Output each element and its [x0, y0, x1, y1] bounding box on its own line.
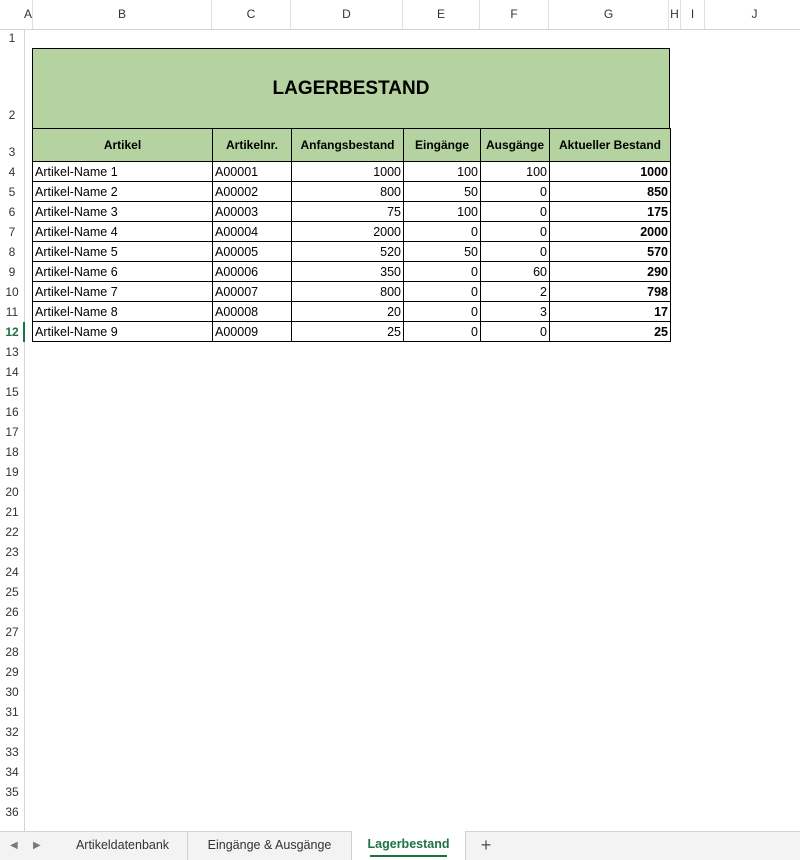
- column-header-e[interactable]: E: [403, 0, 480, 29]
- row-headers: [0, 29, 25, 831]
- row-header-4[interactable]: 4: [8, 165, 16, 179]
- row-header-36[interactable]: 36: [5, 805, 19, 819]
- row-header-32[interactable]: 32: [5, 725, 19, 739]
- cell-artikelnr[interactable]: A00009: [213, 322, 292, 342]
- cell-eingaenge[interactable]: 0: [404, 282, 481, 302]
- cell-eingaenge[interactable]: 0: [404, 262, 481, 282]
- cell-ausgaenge[interactable]: 0: [481, 182, 550, 202]
- row-header-30[interactable]: 30: [5, 685, 19, 699]
- cell-aktueller-bestand[interactable]: 570: [550, 242, 671, 262]
- row-header-21[interactable]: 21: [5, 505, 19, 519]
- column-header-i[interactable]: I: [681, 0, 705, 29]
- cell-anfangsbestand[interactable]: 25: [292, 322, 404, 342]
- cell-anfangsbestand[interactable]: 800: [292, 182, 404, 202]
- row-header-3[interactable]: 3: [8, 145, 16, 159]
- row-header-35[interactable]: 35: [5, 785, 19, 799]
- table-row: [33, 242, 671, 262]
- header-aktueller-bestand[interactable]: Aktueller Bestand: [550, 129, 671, 162]
- tab-lagerbestand[interactable]: Lagerbestand: [352, 831, 466, 860]
- cell-artikelnr[interactable]: A00008: [213, 302, 292, 322]
- cell-aktueller-bestand[interactable]: 850: [550, 182, 671, 202]
- row-header-10[interactable]: 10: [5, 285, 19, 299]
- cell-aktueller-bestand[interactable]: 290: [550, 262, 671, 282]
- cell-artikelnr[interactable]: A00003: [213, 202, 292, 222]
- cell-eingaenge[interactable]: 50: [404, 242, 481, 262]
- cell-artikel[interactable]: Artikel-Name 4: [33, 222, 213, 242]
- cell-ausgaenge[interactable]: 60: [481, 262, 550, 282]
- cell-ausgaenge[interactable]: 0: [481, 242, 550, 262]
- row-header-13[interactable]: 13: [5, 345, 19, 359]
- cell-ausgaenge[interactable]: 100: [481, 162, 550, 182]
- column-headers: [0, 0, 800, 30]
- row-header-25[interactable]: 25: [5, 585, 19, 599]
- table-row: [33, 202, 671, 222]
- row-header-34[interactable]: 34: [5, 765, 19, 779]
- cell-aktueller-bestand[interactable]: 17: [550, 302, 671, 322]
- cell-artikel[interactable]: Artikel-Name 3: [33, 202, 213, 222]
- add-sheet-button[interactable]: +: [480, 835, 492, 855]
- table-row: [33, 182, 671, 202]
- column-header-f[interactable]: F: [480, 0, 549, 29]
- row-header-29[interactable]: 29: [5, 665, 19, 679]
- cell-eingaenge[interactable]: 50: [404, 182, 481, 202]
- cell-anfangsbestand[interactable]: 75: [292, 202, 404, 222]
- row-header-1[interactable]: 1: [8, 31, 16, 45]
- column-header-j[interactable]: J: [705, 0, 800, 29]
- cell-aktueller-bestand[interactable]: 175: [550, 202, 671, 222]
- row-header-9[interactable]: 9: [8, 265, 16, 279]
- cell-eingaenge[interactable]: 0: [404, 222, 481, 242]
- cell-anfangsbestand[interactable]: 1000: [292, 162, 404, 182]
- tab-artikeldatenbank[interactable]: Artikeldatenbank: [58, 832, 188, 860]
- row-header-16[interactable]: 16: [5, 405, 19, 419]
- cell-ausgaenge[interactable]: 3: [481, 302, 550, 322]
- row-header-14[interactable]: 14: [5, 365, 19, 379]
- cell-ausgaenge[interactable]: 2: [481, 282, 550, 302]
- table-row: [33, 322, 671, 342]
- row-header-6[interactable]: 6: [8, 205, 16, 219]
- row-header-33[interactable]: 33: [5, 745, 19, 759]
- row-header-17[interactable]: 17: [5, 425, 19, 439]
- table-row: [33, 222, 671, 242]
- cell-eingaenge[interactable]: 0: [404, 322, 481, 342]
- column-header-a[interactable]: A: [24, 0, 33, 29]
- cell-ausgaenge[interactable]: 0: [481, 202, 550, 222]
- cell-artikelnr[interactable]: A00004: [213, 222, 292, 242]
- cell-artikelnr[interactable]: A00005: [213, 242, 292, 262]
- cell-anfangsbestand[interactable]: 20: [292, 302, 404, 322]
- table-row: [33, 162, 671, 182]
- row-header-18[interactable]: 18: [5, 445, 19, 459]
- inventory-table: [32, 128, 671, 342]
- row-header-5[interactable]: 5: [8, 185, 16, 199]
- row-header-19[interactable]: 19: [5, 465, 19, 479]
- cell-artikel[interactable]: Artikel-Name 6: [33, 262, 213, 282]
- column-header-h[interactable]: H: [669, 0, 681, 29]
- cell-anfangsbestand[interactable]: 520: [292, 242, 404, 262]
- cell-artikel[interactable]: Artikel-Name 8: [33, 302, 213, 322]
- table-header-row: [33, 129, 671, 162]
- cell-eingaenge[interactable]: 0: [404, 302, 481, 322]
- row-header-22[interactable]: 22: [5, 525, 19, 539]
- cell-artikel[interactable]: Artikel-Name 2: [33, 182, 213, 202]
- row-header-7[interactable]: 7: [8, 225, 16, 239]
- cell-eingaenge[interactable]: 100: [404, 162, 481, 182]
- table-row: [33, 262, 671, 282]
- cell-aktueller-bestand[interactable]: 2000: [550, 222, 671, 242]
- row-header-12[interactable]: 12: [0, 322, 24, 342]
- cell-aktueller-bestand[interactable]: 1000: [550, 162, 671, 182]
- row-header-28[interactable]: 28: [5, 645, 19, 659]
- row-header-27[interactable]: 27: [5, 625, 19, 639]
- cell-ausgaenge[interactable]: 0: [481, 222, 550, 242]
- row-header-8[interactable]: 8: [8, 245, 16, 259]
- cell-artikel[interactable]: Artikel-Name 7: [33, 282, 213, 302]
- cell-artikelnr[interactable]: A00001: [213, 162, 292, 182]
- column-header-c[interactable]: C: [212, 0, 291, 29]
- cell-artikel[interactable]: Artikel-Name 1: [33, 162, 213, 182]
- table-title[interactable]: LAGERBESTAND: [32, 48, 670, 129]
- row-header-15[interactable]: 15: [5, 385, 19, 399]
- cell-artikelnr[interactable]: A00006: [213, 262, 292, 282]
- cell-artikelnr[interactable]: A00002: [213, 182, 292, 202]
- cell-aktueller-bestand[interactable]: 25: [550, 322, 671, 342]
- column-header-g[interactable]: G: [549, 0, 669, 29]
- cell-anfangsbestand[interactable]: 2000: [292, 222, 404, 242]
- tab-eingaenge-ausgaenge[interactable]: Eingänge & Ausgänge: [188, 832, 352, 860]
- column-header-b[interactable]: B: [33, 0, 212, 29]
- cell-anfangsbestand[interactable]: 800: [292, 282, 404, 302]
- row-header-20[interactable]: 20: [5, 485, 19, 499]
- column-header-d[interactable]: D: [291, 0, 403, 29]
- prev-sheet-icon[interactable]: ◀: [10, 840, 18, 851]
- header-eingaenge[interactable]: Eingänge: [404, 129, 481, 162]
- table-row: [33, 282, 671, 302]
- row-header-23[interactable]: 23: [5, 545, 19, 559]
- cell-eingaenge[interactable]: 100: [404, 202, 481, 222]
- row-header-26[interactable]: 26: [5, 605, 19, 619]
- cell-anfangsbestand[interactable]: 350: [292, 262, 404, 282]
- row-header-24[interactable]: 24: [5, 565, 19, 579]
- table-row: [33, 302, 671, 322]
- row-header-2[interactable]: 2: [8, 108, 16, 122]
- sheet-tab-bar: [0, 831, 800, 860]
- cell-artikelnr[interactable]: A00007: [213, 282, 292, 302]
- header-ausgaenge[interactable]: Ausgänge: [481, 129, 550, 162]
- header-artikelnr[interactable]: Artikelnr.: [213, 129, 292, 162]
- cell-artikel[interactable]: Artikel-Name 9: [33, 322, 213, 342]
- header-anfangsbestand[interactable]: Anfangsbestand: [292, 129, 404, 162]
- cell-ausgaenge[interactable]: 0: [481, 322, 550, 342]
- row-header-31[interactable]: 31: [5, 705, 19, 719]
- cell-aktueller-bestand[interactable]: 798: [550, 282, 671, 302]
- row-header-11[interactable]: 11: [5, 305, 19, 319]
- cell-artikel[interactable]: Artikel-Name 5: [33, 242, 213, 262]
- next-sheet-icon[interactable]: ▶: [33, 840, 41, 851]
- header-artikel[interactable]: Artikel: [33, 129, 213, 162]
